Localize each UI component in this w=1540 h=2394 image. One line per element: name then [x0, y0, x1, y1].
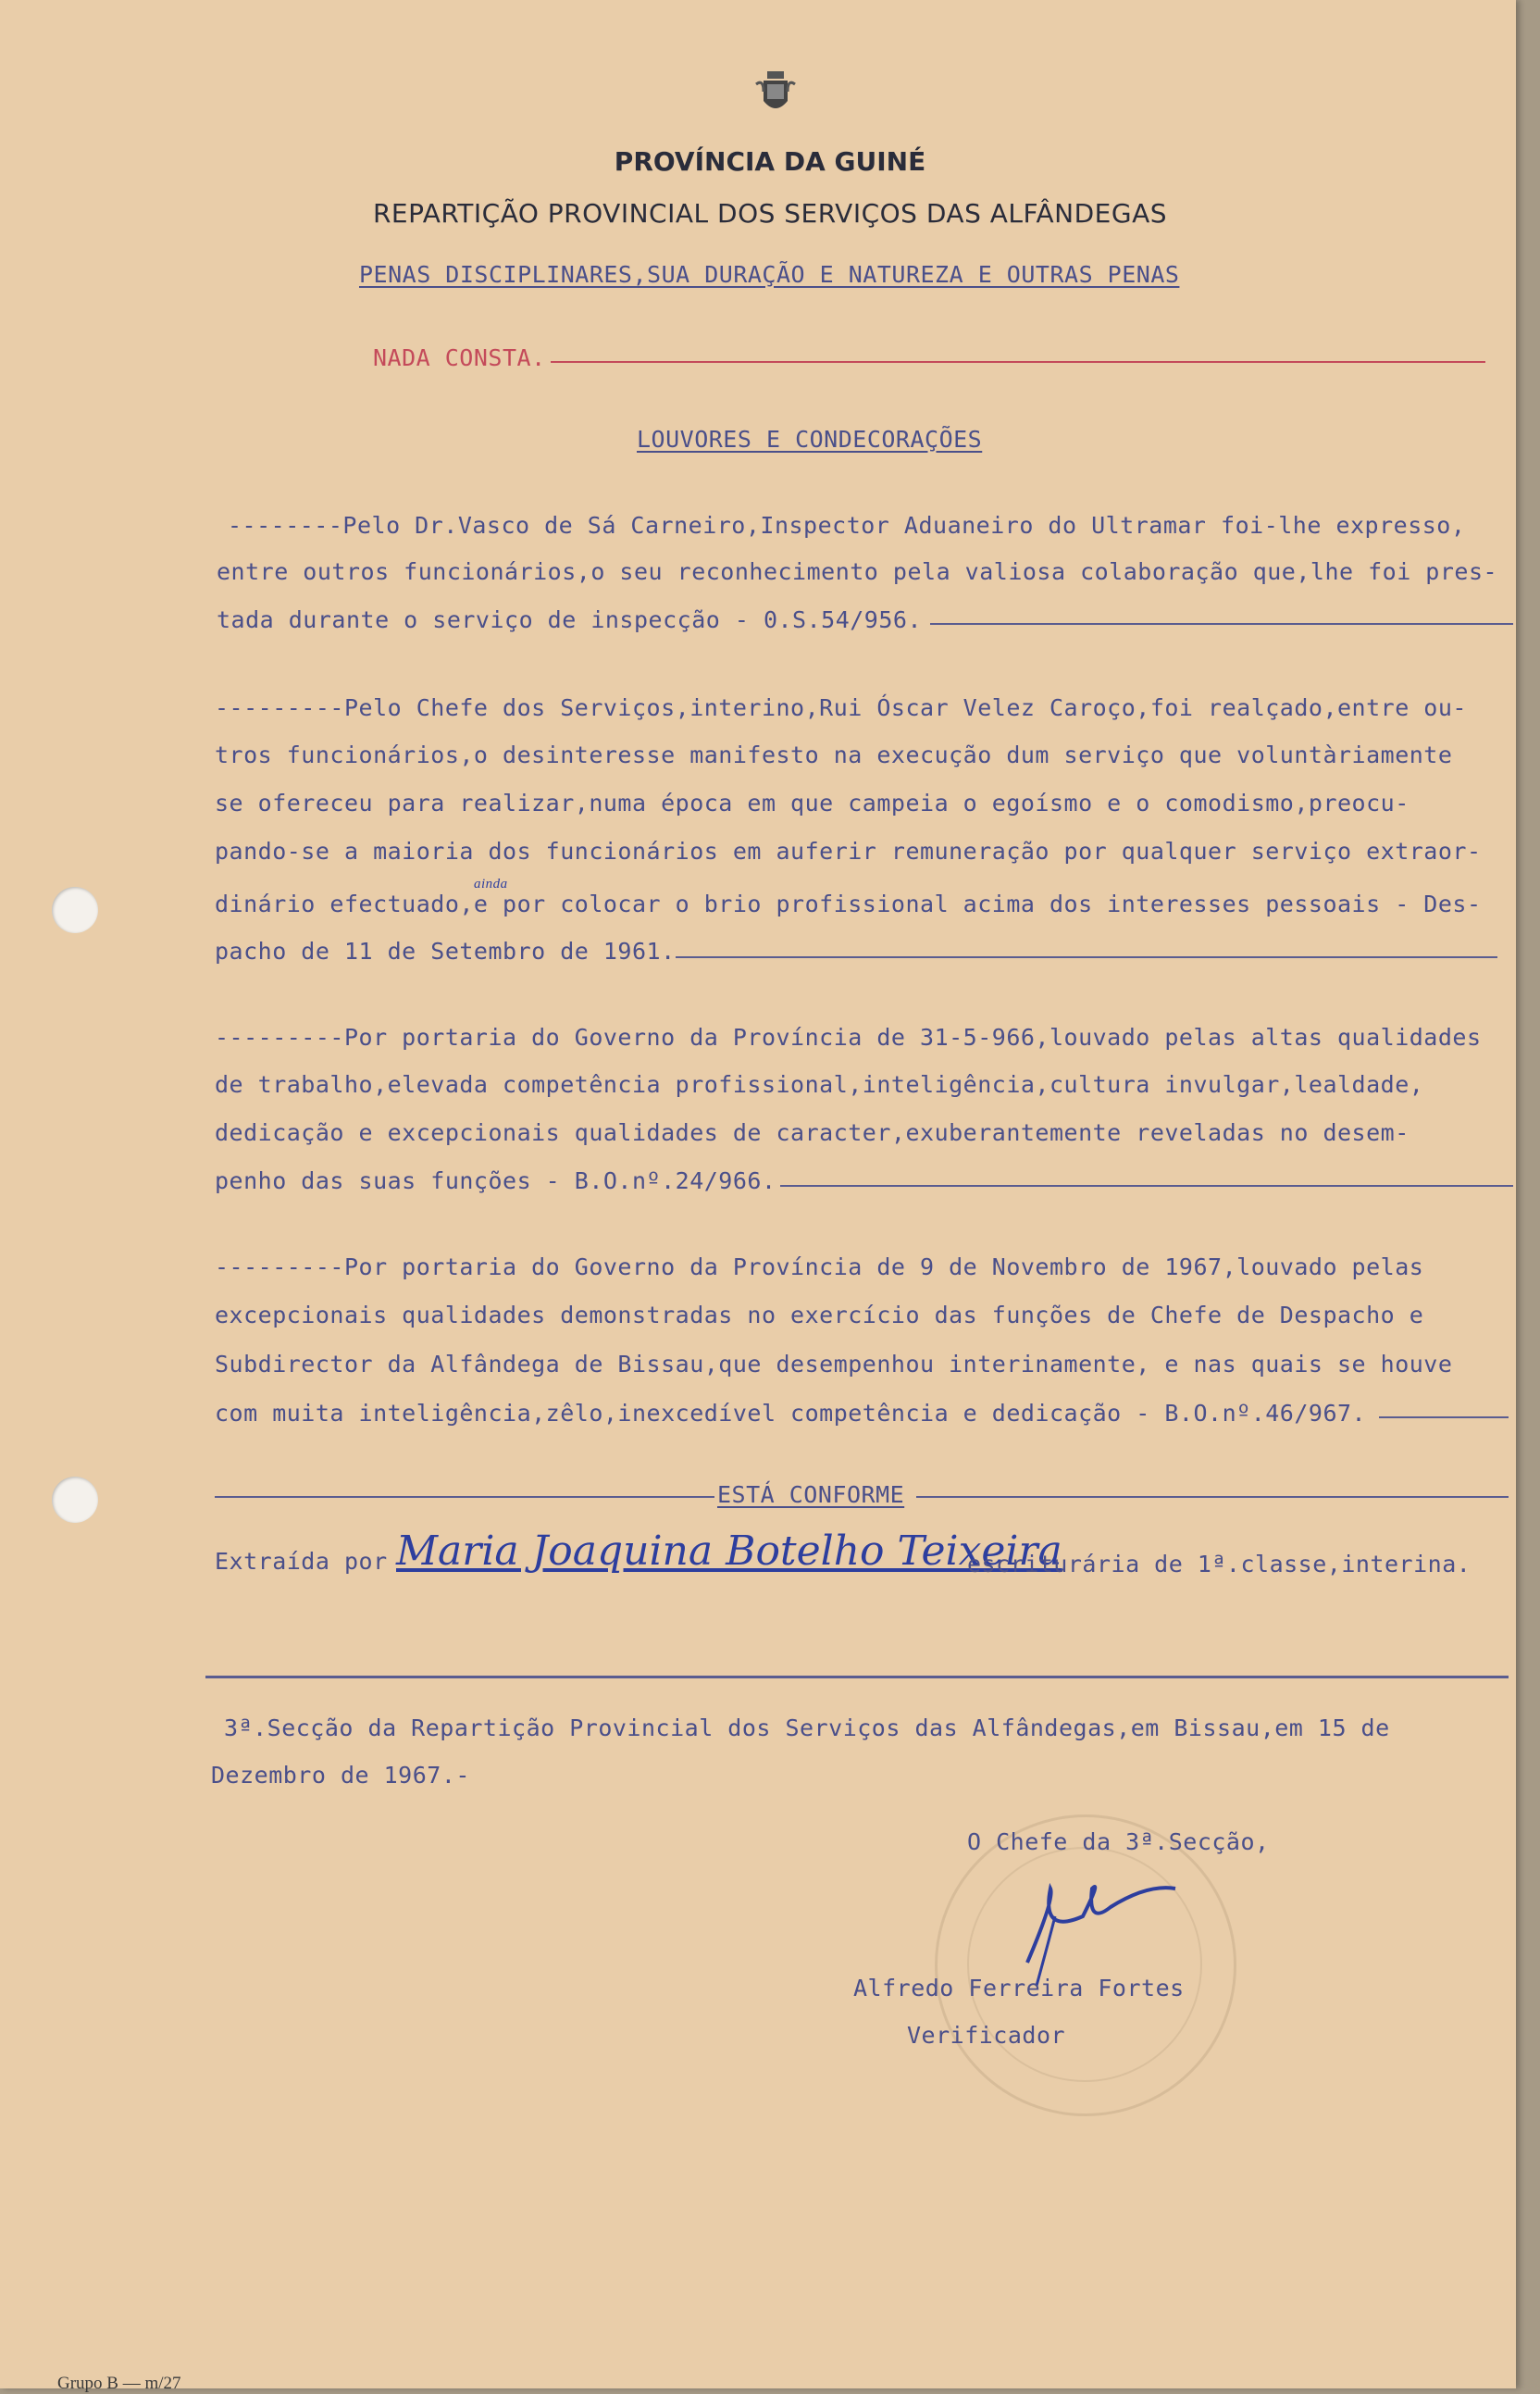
entry1-line3: tada durante o serviço de inspecção - 0.S.54/956. — [217, 606, 923, 633]
entry4-rule — [1379, 1416, 1509, 1418]
entry2-line2: tros funcionários,o desinteresse manifesto na execução dum serviço que voluntàriamente — [215, 742, 1453, 768]
signer-title: O Chefe da 3ª.Secção, — [967, 1828, 1270, 1855]
clerk-signature: Maria Joaquina Botelho Teixeira — [396, 1527, 1062, 1575]
entry4-line4: com muita inteligência,zêlo,inexcedível competência e dedicação - B.O.nº.46/967. — [215, 1400, 1367, 1427]
entry2-line5: dinário efectuado,e por colocar o brio profissional acima dos interesses pessoais - Des- — [215, 891, 1482, 917]
entry4-line1: ---------Por portaria do Governo da Província de 9 de Novembro de 1967,louvado pelas — [215, 1253, 1424, 1280]
entry2-line3: se ofereceu para realizar,numa época em que campeia o egoísmo e o comodismo,preocu- — [215, 790, 1410, 817]
coat-of-arms-icon — [754, 69, 797, 119]
signer-name: Alfredo Ferreira Fortes — [853, 1975, 1185, 2001]
commendations-heading: LOUVORES E CONDECORAÇÕES — [637, 426, 983, 453]
entry2-line4: pando-se a maioria dos funcionários em auferir remuneração por qualquer serviço extraor- — [215, 838, 1482, 865]
extracted-by-role: escriturária de 1ª.classe,interina. — [967, 1551, 1472, 1577]
entry4-line2: excepcionais qualidades demonstradas no exercício das funções de Chefe de Despacho e — [215, 1302, 1424, 1328]
entry2-rule — [676, 956, 1497, 958]
entry1-line2: entre outros funcionários,o seu reconhecimento pela valiosa colaboração que,lhe foi pres- — [217, 558, 1498, 585]
chief-signature-icon — [1000, 1861, 1185, 1990]
entry3-line4: penho das suas funções - B.O.nº.24/966. — [215, 1167, 776, 1194]
province-title: PROVÍNCIA DA GUINÉ — [614, 146, 926, 177]
entry4-line3: Subdirector da Alfândega de Bissau,que desempenhou interinamente, e nas quais se houve — [215, 1351, 1453, 1378]
entry1-rule — [930, 623, 1513, 625]
extracted-by-label: Extraída por — [215, 1548, 388, 1575]
penalties-rule — [551, 361, 1485, 363]
form-code: Grupo B — m/27 — [57, 2374, 181, 2393]
punch-hole-top — [52, 887, 98, 933]
closing-line1: 3ª.Secção da Repartição Provincial dos Serviços das Alfândegas,em Bissau,em 15 de — [224, 1714, 1390, 1741]
section-divider — [205, 1676, 1509, 1678]
conformity-rule-right — [916, 1496, 1509, 1498]
signer-role: Verificador — [907, 2022, 1066, 2049]
entry3-line3: dedicação e excepcionais qualidades de caracter,exuberantemente reveladas no desem- — [215, 1119, 1410, 1146]
conformity-text: ESTÁ CONFORME — [717, 1481, 905, 1508]
entry1-line1: --------Pelo Dr.Vasco de Sá Carneiro,Inspector Aduaneiro do Ultramar foi-lhe expresso, — [228, 512, 1466, 539]
conformity-rule-left — [215, 1496, 714, 1498]
handwritten-insert: ainda — [474, 877, 508, 892]
entry2-line6: pacho de 11 de Setembro de 1961. — [215, 938, 676, 965]
penalties-text: NADA CONSTA. — [373, 344, 546, 371]
closing-line2: Dezembro de 1967.- — [211, 1762, 470, 1789]
entry3-line2: de trabalho,elevada competência profissional,inteligência,cultura invulgar,lealdade, — [215, 1071, 1424, 1098]
punch-hole-bottom — [52, 1477, 98, 1523]
entry3-line1: ---------Por portaria do Governo da Província de 31-5-966,louvado pelas altas qualidades — [215, 1024, 1482, 1051]
department-title: REPARTIÇÃO PROVINCIAL DOS SERVIÇOS DAS ALFÂNDEGAS — [372, 198, 1168, 229]
penalties-heading: PENAS DISCIPLINARES,SUA DURAÇÃO E NATUREZA E OUTRAS PENAS — [359, 261, 1180, 288]
entry3-rule — [780, 1185, 1513, 1187]
entry2-line1: ---------Pelo Chefe dos Serviços,interino,Rui Óscar Velez Caroço,foi realçado,entre ou- — [215, 694, 1467, 721]
